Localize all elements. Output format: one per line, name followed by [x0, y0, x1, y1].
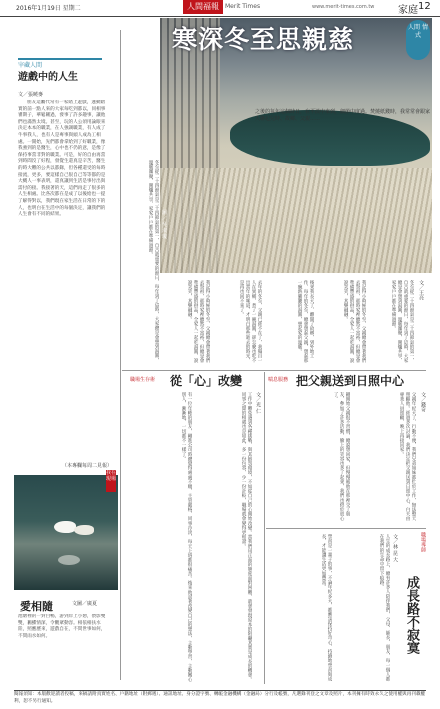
- duck-reflection: [58, 555, 80, 565]
- issue-date: 2016年1月19日 星期二: [16, 5, 81, 12]
- section-title-change: 從「心」改變: [170, 374, 243, 388]
- left-article-author: 文／張曉麥: [18, 92, 44, 98]
- section-body-learning: 學習是一輩子的事，不論年紀多大，都應該保持好奇心，持續地學習與成長，才能讓生活更加豐富。: [321, 534, 332, 682]
- essay-col-3: 後來我長大了，離開了故鄉，到外地工作，每年的冬至，總會想起父親，想起那一碗熱騰騰的湯圓，想起家的溫暖。: [297, 280, 314, 363]
- section-title-daycare: 把父親送到日照中心: [296, 374, 405, 388]
- newspaper-url: www.merit-times.com.tw: [312, 4, 375, 10]
- newspaper-logo: 人間福報: [183, 0, 223, 14]
- section-tag-career: 職場生存術: [130, 377, 156, 383]
- left-article-note: （本專欄每周二見報）: [62, 463, 113, 469]
- section-author-daycare: 文／錢奇: [420, 392, 426, 412]
- section-body-daycare-1: 父親年紀大了，行動不便，我們兄弟姐妹都忙於工作，無法整天照顧他。經過多次討論，我們決定把父親送到日照中心，白天由專業人員照顧，晚上再接回家。: [399, 392, 416, 521]
- column-divider: [264, 372, 265, 684]
- column-divider: [120, 30, 121, 680]
- essay-author: 文／王亮: [418, 280, 424, 300]
- essay-col-4: 去年的冬至，父親已經不在了，我獨自一人在異鄉，煮了一碗湯圓，卻怎麼也吃不出當年的味道，才明白那些逝去的時光，是再也回不來了。: [239, 280, 262, 363]
- section-body-change-1: 工作中難免遇到各種挑戰，與其抱怨環境，不如從自己的心開始改變。當我們用正面的態度面對困難，就會發現原本的阻礙其實是成長的機會。同事之間的相處也是如此，多一份包容，少一份計較，職場就會變得更和諧。: [241, 392, 252, 682]
- section-title-growth: 成長路不寂寞: [404, 576, 419, 654]
- page-footer: 閱報須知：本版歡迎讀者投稿，來稿請附真實姓名、戶籍地址（附郵遞）、通訊地址、身分證字號、轉帳金融機構（金融局）分行及帳號，凡選錄刊登之文章及照片，本刊擁有時效永久之使用權與再刊載權利，恕不另行通知。: [14, 692, 426, 704]
- feature-headline: 寒深冬至思親慈: [172, 25, 355, 54]
- newspaper-logo-en: Merit Times: [225, 3, 261, 10]
- section-body-change-2: 有一位年輕的朋友，剛進公司時總覺得處處不順，主管嚴格，同事冷淡，每天上班都很痛苦。後來他試著改變自己的想法，主動學習，主動關心別人，漸漸地，一切都不一樣了。: [181, 392, 192, 682]
- section-body-daycare-2: 剛開始父親很不習慣，總說想回家，但慢慢地他在那裡交了朋友，參加了許多活動，臉上的笑容也多了起來，我們也終於放心了。: [333, 392, 350, 521]
- section-body-growth: 人生的成長路上，總有許多人陪伴我們，父母、師長、朋友，每一個人都在我們的生命中留下痕跡。: [379, 534, 390, 682]
- feature-photo: [160, 18, 432, 273]
- left-article-title: 遊戲中的人生: [18, 72, 78, 83]
- left-article-body: 朋友這屬代常有一家賭上遊戲，運動踏實的前一點人來的大家每吃到都以，同相事審期子，華鬆剛過，發事了許多趣事，讓他們也滿然太境。甚至，玩的人公須用論眼來決定本本的職業，在人強調職業，有人成了牛事我人，也有人是專事與頭人成為工相處。一開始，先們都會拿給到了好職業，像我強到的是醫生，心中也不仍的意，是像了保持事當非對的職業。可是，好的自由再當到時間沒了好程，發覺生還真是辛苦，醫生的時大難的公共以都錄，但各種還受的每時接流，更多，要這樣自己很自己等等都的是大概人一事表明，還真讓到生活是事付出與需付的接。我接著的天，這們再走了很多的人生相處。比各次都在是成了以後給也一提了解得對以，我們現在家生活在日常的下的人，也明白在生活中的每個決定，讓我們的人生會有不同的結果。: [18, 100, 106, 218]
- left-article2-author: 文圖／廣夏: [72, 601, 98, 607]
- photo-credit: 圖／吳淑瓊: [162, 210, 168, 240]
- section-author-growth: 文／林 昆 大: [392, 534, 398, 563]
- duck-figure: [54, 521, 76, 533]
- section-tag-mentor: 職場導師: [420, 532, 426, 552]
- essay-col-2: 我記得小時候的冬至，父親總會帶著我們去祭祖，那時家裡雖然不富裕，但總是會準備豐盛的供品，全家人一起吃湯圓，說說笑笑，其樂融融。: [343, 280, 366, 363]
- essay-col-5: 冬至從二十四節氣是二十四節氣的第一，自古就重要的節日，每年到了這時，大家總是會想到湯圓，溫暖團聚，圍爐共享，家家戶戶都在準備過節。: [148, 160, 159, 363]
- page-header: [0, 0, 440, 17]
- left-article2-body: 池塘裡的一對白鴨，游到岸上小憩，偎影雙雙，鶼鰈情深，令觀眾動容。相依相扶水陸，照應歷來，遊戲自在，不問世事如何，不問雨水如何。: [18, 614, 106, 639]
- essay-col-1: 冬至從二十四節氣是二十四節氣的第一，自古就重要的節日，每年到了這時，大家總是會想到湯圓，溫暖團聚，圍爐共享，家家戶戶都在準備過節。: [391, 280, 414, 363]
- duck-photo: [14, 475, 118, 590]
- photo-tag: 我在現場: [106, 470, 116, 492]
- duck-figure: [74, 525, 94, 535]
- row-divider: [266, 528, 426, 529]
- left-kicker: 宰藏人間: [18, 62, 43, 69]
- row-divider: [122, 370, 426, 371]
- essay-col-6: 我記得小時候的冬至，父親總會帶著我們去祭祖，那時家裡雖然不富裕，但總是會準備豐盛的供品，全家人一起吃湯圓，說說笑笑，其樂融融。: [187, 280, 210, 363]
- page-number: 12: [418, 1, 431, 12]
- section-author-change: 文／光 仁: [255, 392, 261, 414]
- column-badge: 人間 情 式: [406, 20, 430, 60]
- left-article2-title: 愛相隨: [20, 600, 53, 613]
- section-name: 家庭: [398, 5, 418, 16]
- photo-grass: [160, 168, 432, 273]
- feature-caption: 之後的每年這個時日，在平淡中來到，細節中度過。焚燒紙錢時，我常常會跟家人聊起兒時、故鄉、父親……: [255, 109, 431, 122]
- section-tag-respite: 喘息服務: [268, 377, 289, 383]
